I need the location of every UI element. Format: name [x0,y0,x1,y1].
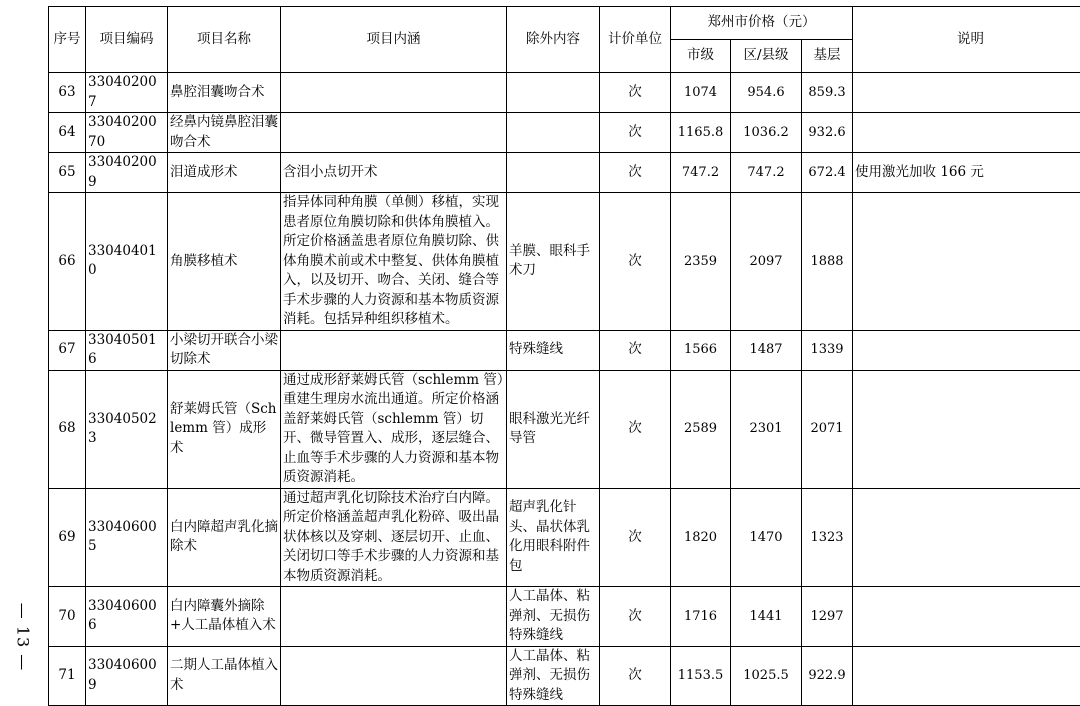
cell-code: 330402009 [86,153,168,193]
cell-exclusion: 人工晶体、粘弹剂、无损伤特殊缝线 [507,646,600,706]
cell-exclusion [507,113,600,153]
cell-county-price: 1487 [731,330,802,370]
cell-name: 二期人工晶体植入术 [168,646,281,706]
cell-code: 330405023 [86,370,168,488]
table-row [49,193,1080,331]
cell-code: 330406006 [86,587,168,647]
cell-seq: 71 [49,646,86,706]
cell-seq: 67 [49,330,86,370]
header-grassroots: 基层 [802,40,853,73]
header-note: 说明 [853,7,1080,73]
table-row [49,113,1080,153]
cell-name: 角膜移植术 [168,193,281,331]
cell-code: 330406009 [86,646,168,706]
cell-county-price: 1025.5 [731,646,802,706]
cell-note [853,587,1080,647]
cell-note [853,330,1080,370]
table-row [49,330,1080,370]
cell-content: 通过成形舒莱姆氏管（schlemm 管）重建生理房水流出通道。所定价格涵盖舒莱姆氏管（schlemm 管）切开、微导管置入、成形，逐层缝合、止血等手术步骤的人力资源和基本物质资源消耗。 [281,370,507,488]
cell-content [281,73,507,113]
cell-seq: 69 [49,488,86,587]
cell-content [281,646,507,706]
cell-county-price: 1036.2 [731,113,802,153]
cell-name: 舒莱姆氏管（Schlemm 管）成形术 [168,370,281,488]
cell-seq: 66 [49,193,86,331]
cell-exclusion: 超声乳化针头、晶状体乳化用眼科附件包 [507,488,600,587]
table-row [49,587,1080,647]
header-name: 项目名称 [168,7,281,73]
cell-name: 鼻腔泪囊吻合术 [168,73,281,113]
header-unit: 计价单位 [600,7,671,73]
cell-content: 含泪小点切开术 [281,153,507,193]
header-city: 市级 [671,40,731,73]
cell-note [853,113,1080,153]
cell-unit: 次 [600,370,671,488]
cell-grassroots-price: 672.4 [802,153,853,193]
cell-note [853,370,1080,488]
cell-seq: 63 [49,73,86,113]
cell-seq: 64 [49,113,86,153]
cell-unit: 次 [600,153,671,193]
cell-unit: 次 [600,587,671,647]
cell-city-price: 747.2 [671,153,731,193]
page-number [8,592,38,682]
cell-exclusion [507,153,600,193]
cell-grassroots-price: 1888 [802,193,853,331]
header-exclusion: 除外内容 [507,7,600,73]
cell-unit: 次 [600,193,671,331]
cell-code: 3304020070 [86,113,168,153]
cell-note: 使用激光加收 166 元 [853,153,1080,193]
cell-exclusion: 羊膜、眼科手术刀 [507,193,600,331]
cell-code: 330404010 [86,193,168,331]
cell-grassroots-price: 859.3 [802,73,853,113]
cell-name: 小梁切开联合小梁切除术 [168,330,281,370]
cell-note [853,73,1080,113]
cell-grassroots-price: 2071 [802,370,853,488]
cell-exclusion [507,73,600,113]
cell-seq: 68 [49,370,86,488]
cell-exclusion: 人工晶体、粘弹剂、无损伤特殊缝线 [507,587,600,647]
cell-content [281,587,507,647]
cell-content [281,113,507,153]
cell-unit: 次 [600,113,671,153]
header-price-group: 郑州市价格（元） [671,7,853,40]
cell-unit: 次 [600,73,671,113]
cell-grassroots-price: 1323 [802,488,853,587]
cell-code: 330402007 [86,73,168,113]
page-number-text: — 13 — [14,603,33,672]
table-row [49,73,1080,113]
table-row [49,153,1080,193]
cell-content [281,330,507,370]
price-table [48,6,1080,706]
cell-city-price: 1165.8 [671,113,731,153]
cell-content: 通过超声乳化切除技术治疗白内障。所定价格涵盖超声乳化粉碎、吸出晶状体核以及穿刺、逐层切开、止血、关闭切口等手术步骤的人力资源和基本物质资源消耗。 [281,488,507,587]
cell-name: 泪道成形术 [168,153,281,193]
header-content: 项目内涵 [281,7,507,73]
cell-city-price: 1716 [671,587,731,647]
table-row [49,370,1080,488]
cell-note [853,646,1080,706]
cell-city-price: 2359 [671,193,731,331]
cell-unit: 次 [600,646,671,706]
cell-unit: 次 [600,330,671,370]
cell-county-price: 1470 [731,488,802,587]
header-seq: 序号 [49,7,86,73]
cell-code: 330405016 [86,330,168,370]
cell-name: 白内障囊外摘除+人工晶体植入术 [168,587,281,647]
cell-city-price: 1074 [671,73,731,113]
cell-seq: 70 [49,587,86,647]
cell-city-price: 2589 [671,370,731,488]
cell-grassroots-price: 1297 [802,587,853,647]
cell-unit: 次 [600,488,671,587]
cell-content: 指异体同种角膜（单侧）移植，实现患者原位角膜切除和供体角膜植入。所定价格涵盖患者原位角膜切除、供体角膜术前或术中整复、供体角膜植入，以及切开、吻合、关闭、缝合等手术步骤的人力资源和基本物质资源消耗。包括异种组织移植术。 [281,193,507,331]
cell-note [853,193,1080,331]
cell-city-price: 1153.5 [671,646,731,706]
table-row [49,488,1080,587]
cell-city-price: 1566 [671,330,731,370]
cell-exclusion: 眼科激光光纤导管 [507,370,600,488]
cell-county-price: 747.2 [731,153,802,193]
header-code: 项目编码 [86,7,168,73]
cell-county-price: 954.6 [731,73,802,113]
cell-exclusion: 特殊缝线 [507,330,600,370]
table-row [49,646,1080,706]
cell-grassroots-price: 932.6 [802,113,853,153]
cell-city-price: 1820 [671,488,731,587]
header-county: 区/县级 [731,40,802,73]
cell-grassroots-price: 922.9 [802,646,853,706]
cell-name: 经鼻内镜鼻腔泪囊吻合术 [168,113,281,153]
cell-grassroots-price: 1339 [802,330,853,370]
cell-name: 白内障超声乳化摘除术 [168,488,281,587]
cell-county-price: 2301 [731,370,802,488]
cell-code: 330406005 [86,488,168,587]
cell-county-price: 2097 [731,193,802,331]
cell-county-price: 1441 [731,587,802,647]
cell-seq: 65 [49,153,86,193]
cell-note [853,488,1080,587]
